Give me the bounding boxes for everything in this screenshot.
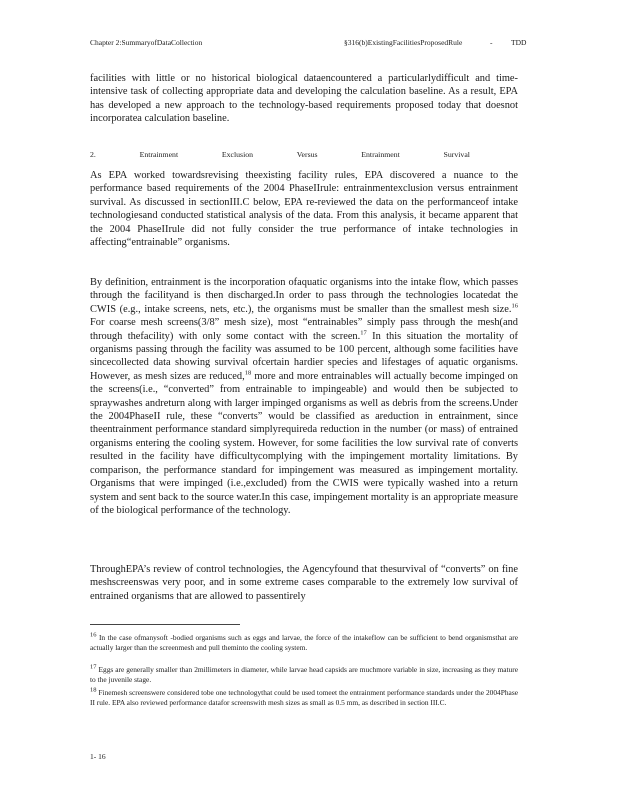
page-number: 1- 16	[90, 752, 106, 761]
header-separator: -	[490, 38, 493, 47]
paragraph-intro: facilities with little or no historical biological dataencountered a particularlydifficult and time-intensive task of collecting appropriate data and developing the calculation baseline. As a result, EPA has developed a new approach to the technology-based requirements proposed today that doesnot incorporatea calculation baseline.	[90, 73, 518, 125]
footnote-text: In the case ofmanysoft -bodied organisms such as eggs and larvae, the force of the intakeflow can be sufficient to bend organismsthat are actually larger than the screenmesh and pull theminto the cooling system.	[90, 633, 518, 653]
section-heading-word: Versus	[296, 150, 318, 159]
header-document-code: TDD	[511, 38, 527, 47]
footnote-16	[90, 633, 518, 654]
paragraph-text: more and more entrainables will actually become impinged on the screens(i.e., “converted” from entrainable to impingeable) and would then be subjected to spraywashes andreturn along with larger impinged organisms as well as debris from the screens.Under the 2004PhaseII rule, these “converts” would be classified as areduction in entrainment, since theentrainment performance standard simplyrequireda reduction in the number (or mass) of entrained organisms entering the cooling system. However, for some facilities the low survival rate of converts resulted in the facility have difficultycomplying with the impingement mortality limitations. By comparison, the performance standard for impingement was measured as impingement mortality. Organisms that were impinged (i.e.,excluded) from the CWIS were typically washed into a return system and sent back to the source water.In this case, impingement mortality is an appropriate measure of the biological performance of the technology.	[90, 370, 519, 516]
section-heading-word: Entrainment	[361, 150, 400, 159]
footnote-ref-16[interactable]: 16	[511, 302, 518, 310]
paragraph-epa-nuance: As EPA worked towardsrevising theexisting facility rules, EPA discovered a nuance to the performance based requirements of the 2004 PhaseIIrule: entrainmentexclusion versus entrainment survival. As discussed in sectionIII.C below, EPA re-reviewed the data on the performanceof intake technologiesand conducted statistical analysis of the data. From this analysis, it became apparent that the 2004 PhaseIIrule did not fully consider the true performance of intake technologies in affecting“entrainable” organisms.	[90, 170, 518, 249]
paragraph-text: In this situation the mortality of organisms passing through the facility was assumed to be 100 percent, although some facilities have sincecollected data showing survival ofcertain hardier species and lifestages of aquatic organisms. However, as mesh sizes are reduced,	[90, 330, 518, 382]
section-heading-word: Exclusion	[221, 150, 254, 159]
section-heading	[90, 150, 470, 159]
paragraph-converts-survival: ThroughEPA’s review of control technologies, the Agencyfound that thesurvival of “converts” on fine meshscreenswas very poor, and in some extreme cases comparable to the extremely low survival of entrained organisms that are allowed to passentirely	[90, 564, 518, 602]
header-document-title: §316(b)ExistingFacilitiesProposedRule	[344, 38, 463, 47]
footnote-ref-17[interactable]: 17	[360, 329, 367, 337]
header-chapter-title: Chapter 2:SummaryofDataCollection	[90, 38, 203, 47]
footnote-text: Finemesh screenswere considered tobe one technologythat could be used tomeet the entrainment performance standards under the 2004Phase II rule. EPA also reviewed performance datafor screenswith mesh sizes as small as 0.5 mm, as described in section III.C.	[90, 688, 518, 708]
paragraph-text: For coarse mesh screens(3/8” mesh size), most “entrainables” simply pass through the mesh(and through thefacility) with only some contact with the screen.	[90, 317, 518, 342]
footnote-number: 18	[90, 686, 97, 694]
footnote-number: 17	[90, 663, 97, 671]
section-heading-word: Survival	[443, 150, 470, 159]
section-heading-word: Entrainment	[139, 150, 179, 159]
footnote-ref-18[interactable]: 18	[244, 369, 252, 377]
section-number: 2.	[90, 150, 96, 159]
footnote-18	[90, 688, 518, 709]
paragraph-entrainment-definition	[90, 276, 518, 517]
paragraph-text: By definition, entrainment is the incorporation ofaquatic organisms into the intake flow, which passes through the facilityand is then discharged.In order to pass through the technologies locatedat the CWIS (e.g., intake screens, nets, etc.), the organisms must be smaller than the smallest mesh size.	[90, 277, 518, 315]
footnote-number: 16	[90, 631, 97, 639]
footnote-text: Eggs are generally smaller than 2millimeters in diameter, while larvae head capsids are muchmore variable in size, increasing as they mature to the juvenile stage.	[90, 665, 518, 685]
footnote-divider	[90, 624, 240, 625]
footnote-17	[90, 665, 518, 686]
